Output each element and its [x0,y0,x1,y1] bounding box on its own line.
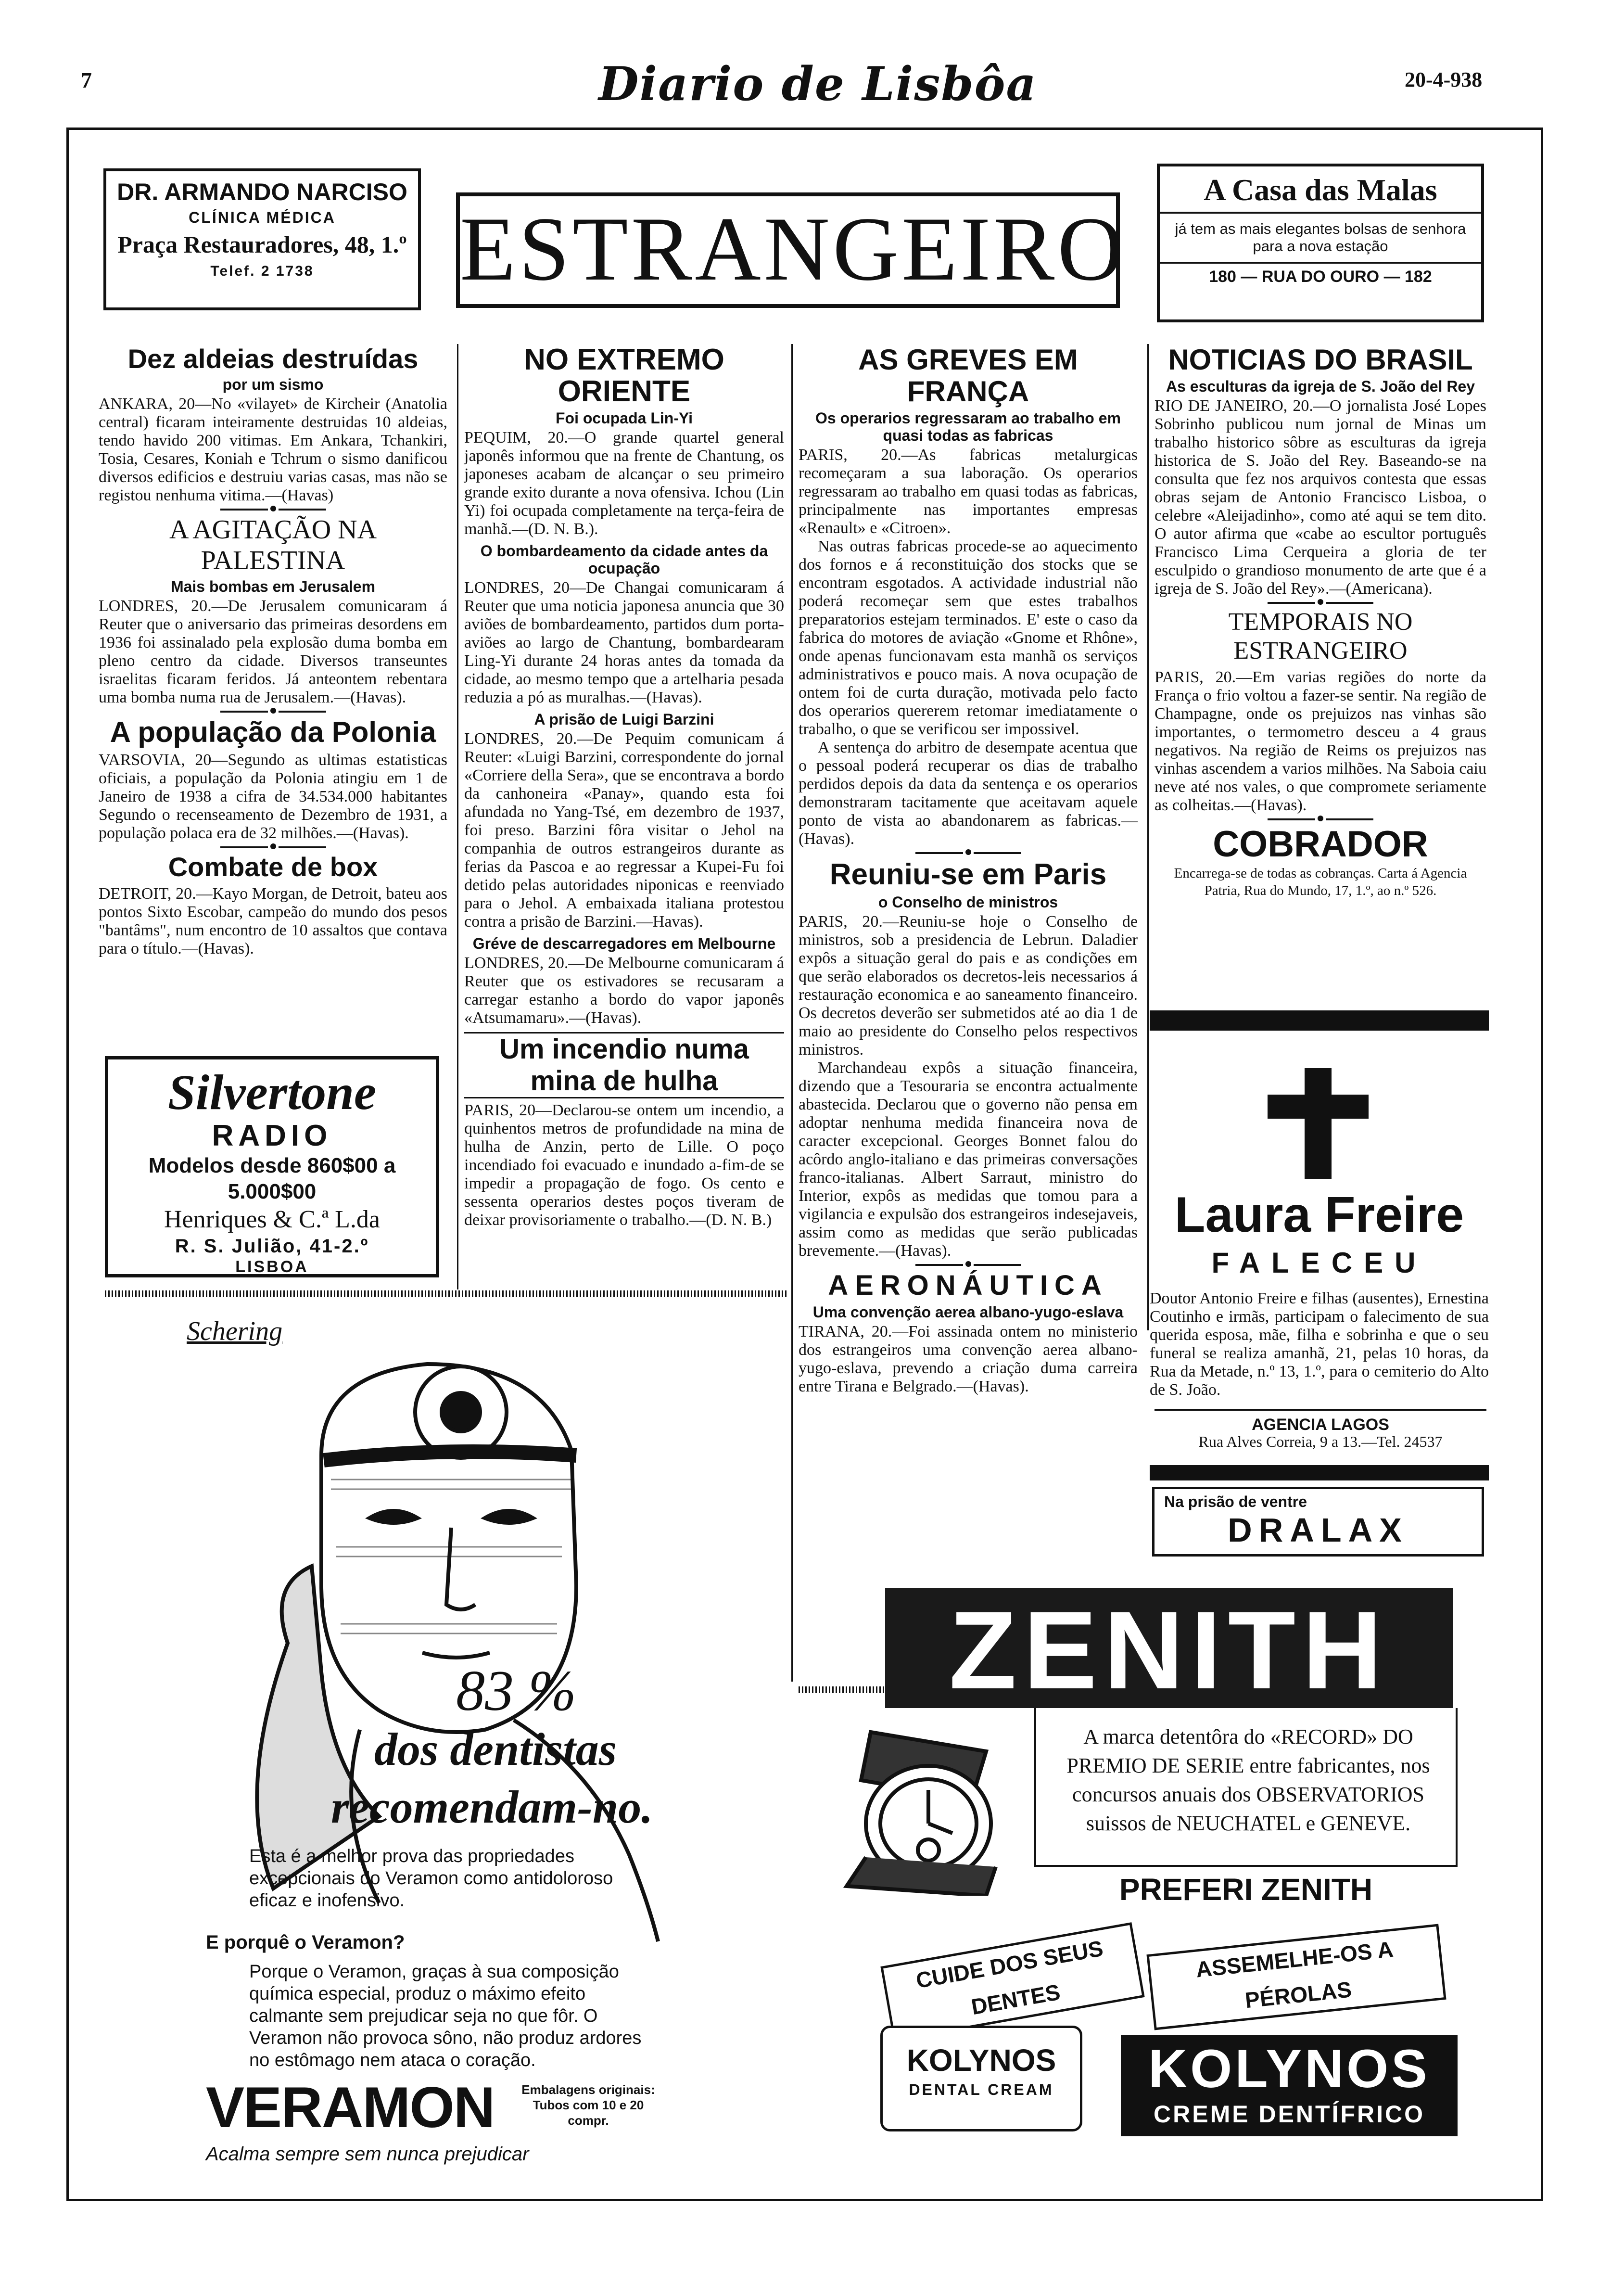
a5-title: Um incendio numa mina de hulha [464,1032,784,1098]
ad-narciso-address: Praça Restauradores, 48, 1.º [117,231,407,258]
a2-body: LONDRES, 20.—De Jerusalem comunicaram á Reuter que o aniversario das primeiras desordens em 1936 foi assinalado pela explosão duma bomba em pleno centro da cidade. Diversos transeuntes israelitas ficaram feridos. Já anteontem rebentara uma bomba numa rua de Jerusalem.—(Havas). [99,597,447,706]
col-rule-1 [457,344,458,1289]
obit-name: Laura Freire [1174,1187,1464,1243]
a4-body: DETROIT, 20.—Kayo Morgan, de Detroit, bateu aos pontos Sixto Escobar, campeão do mundo dos pesos "bantâms", num encontro de 10 assaltos que contava para o título.—(Havas). [99,885,447,957]
a2-title: TEMPORAIS NO ESTRANGEIRO [1228,608,1413,664]
ad-narciso-phone: Telef. 2 1738 [210,263,314,279]
ad-casa-das-malas [1157,164,1484,322]
left-frame [66,128,69,2201]
a1-body-3: A sentença do arbitro de desempate acentua que o pessoal poderá recuperar os dias de trabalho perdidos depois da data da sentença e os operarios demonstraram tacitamente que aceitavam aquele ponto de vista ao abandonarem as fabricas.—(Havas). [799,739,1138,848]
obit-text: Doutor Antonio Freire e filhas (ausentes), Ernestina Coutinho e irmãs, participam o falecimento de sua querida esposa, mãe, filha e sobrinha e que o seu funeral se realiza amanhã, 21, pelas 10 horas, da Rua da Metade, n.º 13, 1.º, para o cemiterio do Alto de S. João. [1150,1289,1489,1399]
silvertone-brand: Silvertone [167,1065,377,1120]
silvertone-models: Modelos desde 860$00 a 5.000$00 [148,1154,396,1203]
ad-malas-title: A Casa das Malas [1160,172,1481,214]
separator [1268,818,1373,820]
page-number: 7 [81,68,92,92]
kolynos-brand: KOLYNOS [1148,2039,1430,2099]
kolynos-tube [880,2026,1082,2131]
right-eye [485,1511,533,1523]
a3-sub: Uma convenção aerea albano-yugo-eslava [812,1303,1124,1321]
a4-sub: Gréve de descarregadores em Melbourne [472,935,776,952]
a2-title: A AGITAÇÃO NA PALESTINA [169,515,377,575]
obit-top-bar [1150,1010,1489,1031]
dralax-tagline: Na prisão de ventre [1164,1493,1307,1510]
watch-icon [827,1713,1029,1896]
a3-title: A população da Polonia [110,716,436,748]
a1-title: NO EXTREMO ORIENTE [524,343,724,408]
separator [1268,602,1373,604]
veramon-para2: Porque o Veramon, graças à sua composição química especial, produz o máximo efeito calmante sem prejudicar seja no que fôr. O Veramon não provoca sôno, não produz ardores no estômago nem ataca o coração. [249,1962,642,2070]
left-eye [369,1511,418,1523]
a2-sub: o Conselho de ministros [878,893,1058,911]
mouth [422,1653,490,1658]
kolynos-tube-brand: KOLYNOS [906,2043,1056,2078]
ad-zenith [808,1578,1491,1915]
kolynos-tube-sub: DENTAL CREAM [909,2081,1054,2098]
veramon-line2: recomendam-no. [331,1781,653,1833]
column-3 [799,344,1138,1396]
a1-sub: Foi ocupada Lin-Yi [555,409,693,427]
silvertone-radio: RADIO [212,1119,332,1152]
a1-body-2: Nas outras fabricas procede-se ao aquecimento dos fornos e á reconstituição dos stocks que se encontram esgotados. A actividade industrial não poderá recomeçar sem que estes trabalhos preparatorios estejam terminados. E' este o caso da fabrica do motores de aviação «Gnome et Rhône», onde apenas funcionavam esta manhã os serviços administrativos e pouco mais. A nova ocupação de ontem foi de curta duração, motivada pelo facto dos operarios quererem retomar imediatamente o trabalho, o que se verificou ser impossivel. [799,537,1138,738]
silvertone-address: R. S. Julião, 41-2.º [175,1236,369,1257]
a1-title: Dez aldeias destruídas [127,344,419,374]
ad-malas-address: 180 — RUA DO OURO — 182 [1160,262,1481,286]
a1-body: PARIS, 20.—As fabricas metalurgicas recomeçaram a sua laboração. Os operarios regressaram ao trabalho em quasi todas as fabricas, principalmente nas importantes empresas «Renault» e «Citroen». [799,446,1138,537]
newspaper-title: Diario de Lisbôa [598,57,1037,111]
a2-sub: Mais bombas em Jerusalem [170,578,376,595]
a1-title: AS GREVES EM FRANÇA [858,344,1078,408]
a3-body: VARSOVIA, 20—Segundo as ultimas estatisticas oficiais, a população da Polonia atingiu em 1 de Janeiro de 1938 a cifra de 34.534.000 habitantes Segundo o recenseamento de Dezembro de 1931, a população polaca era de 32 milhões.—(Havas). [99,751,447,842]
veramon-question: E porquê o Veramon? [206,1932,405,1953]
veramon-brand: VERAMON [206,2075,495,2140]
veramon-line1: dos dentistas [374,1723,617,1775]
col-rule-2 [791,344,793,1682]
veramon-tagline: Acalma sempre sem nunca prejudicar [206,2144,529,2165]
silvertone-company: Henriques & C.ª L.da [164,1206,381,1233]
a1-body: RIO DE JANEIRO, 20.—O jornalista José Lopes Sobrinho publicou num jornal de Minas um trabalho historico sôbre as esculturas da igreja historica de S. João del Rey. Baseando-se na consulta que fez nos arquivos contesta que essas obras sejam de Antonio Francisco Lisboa, o celebre «Aleijadinho», como até aqui se tem dito. O autor afirma que «cabe ao escultor português Francisco Lima Cerqueira a gloria de ter esculpido o grandioso monumento de arte que é a igreja de S. João del Rey».—(Americana). [1155,397,1486,598]
section-title: ESTRANGEIRO [460,199,1127,300]
a4-title: Combate de box [168,852,378,882]
head-band [324,1452,576,1460]
hatch-rule-left [105,1290,788,1297]
schering-brand: Schering [187,1316,283,1346]
ad-narciso-name: DR. ARMANDO NARCISO [117,179,407,205]
kolynos-ribbon-2: ASSEMELHE-OS A PÉROLAS [1146,1924,1446,2030]
silvertone-city: LISBOA [235,1258,309,1276]
a2-title: Reuniu-se em Paris [829,858,1107,891]
obit-faleceu: FALECEU [1211,1247,1427,1279]
ad-narciso-specialty: CLÍNICA MÉDICA [189,209,336,226]
zenith-brand: ZENITH [949,1588,1389,1712]
separator [915,1264,1021,1266]
ad-dr-narciso [103,168,421,310]
agency-name: AGENCIA LAGOS [1155,1409,1486,1434]
veramon-percent: 83 % [456,1659,576,1723]
column-2 [464,344,784,1229]
page-date: 20-4-938 [1405,68,1483,91]
a1-body: PEQUIM, 20.—O grande quartel general japonês informou que na frente de Chantung, os japoneses acabam de alcançar o seu primeiro grande exito durante a nova ofensiva. Ichou (Lin Yi) foi ocupada completamente na terça-feira de manhã.—(D. N. B.). [464,429,784,538]
a3-body: TIRANA, 20.—Foi assinada ontem no ministerio dos estrangeiros uma convenção aerea albano-yugo-eslava, prevendo a criação duma carreira entre Tirana e Belgrado.—(Havas). [799,1323,1138,1395]
separator [220,711,326,713]
kolynos-sub: CREME DENTÍFRICO [1154,2101,1425,2128]
a1-sub: As esculturas da igreja de S. João del Rey [1166,378,1475,395]
a3-sub: A prisão de Luigi Barzini [534,711,714,728]
obituary [1150,1010,1489,1415]
agency-address: Rua Alves Correia, 9 a 13.—Tel. 24537 [1198,1433,1443,1450]
a1-sub: por um sismo [222,376,324,393]
veramon-para1: Esta é a melhor prova das propriedades excepcionais do Veramon como antidoloroso eficaz e inofensivo. [249,1846,613,1911]
a1-sub: Os operarios regressaram ao trabalho em quasi todas as fabricas [815,409,1121,444]
a2-body: PARIS, 20.—Em varias regiões do norte da França o frio voltou a fazer-se sentir. Na região de Champagne, onde os prejuizos nas vinhas são importantes, o termometro desceu a 4 graus negativos. Na região de Reims os prejuizos nas vinhas ascendem a varios milhões. Na Saboia caiu neve até nos vales, o que compromete seriamente as colheitas.—(Havas). [1155,668,1486,814]
a1-body: ANKARA, 20—No «vilayet» de Kircheir (Anatolia central) ficaram inteiramente destruidas 10 aldeias, tendo havido 200 vitimas. Em Ankara, Tchankiri, Tosia, Cesares, Koniah e Tchrum o sismo danificou diversos edificios e destruiu varias casas, mas não se registou nenhuma vitima.—(Havas) [99,395,447,504]
zenith-text: A marca detentôra do «RECORD» DO PREMIO DE SERIE entre fabricantes, nos concursos anuais dos OBSERVATORIOS suissos de NEUCHATEL e GENEVE. [1066,1725,1430,1835]
ad-silvertone [105,1056,439,1277]
ad-dralax [1152,1487,1484,1557]
a2-body: LONDRES, 20—De Changai comunicaram á Reuter que uma noticia japonesa anuncia que 30 aviões de bombardeamento, partidos dum porta-aviões ao largo de Chantung, bombardearam Ling-Yi durante 24 horas antes da tomada da cidade, ao mesmo tempo que a artelharia pesada reduzia a pó as muralhas.—(Havas). [464,579,784,706]
a4-body: LONDRES, 20.—De Melbourne comunicaram á Reuter que os estivadores se recusaram a carregar estanho a bordo do vapor japonês «Atsumamaru».—(Havas). [464,954,784,1027]
separator [220,509,326,510]
dralax-brand: DRALAX [1228,1511,1408,1549]
a5-body: PARIS, 20—Declarou-se ontem um incendio, a quinhentos metros de profundidade na mina de hulha de Anzin, perto de Lille. O poço incendiado foi evacuado e inundado a-fim-de se impedir a propagação de fogo. Os cento e sessenta operarios destes poços tiveram de deixar provisoriamente o trabalho.—(D. N. B.) [464,1101,784,1229]
separator [220,846,326,848]
right-frame [1541,128,1543,2201]
cobrador-title: COBRADOR [1213,824,1428,865]
a2-body-2: Marchandeau expôs a situação financeira, dizendo que a Tesouraria se encontra actualmente abastecida. Declarou que o governo não pensa em adoptar nenhuma medida financeira nova de caracter excepcional. Georges Bonnet falou do acôrdo anglo-italiano e das primeiras conversações franco-italianas. Albert Sarraut, ministro do Interior, expôs as medidas que tomou para a vigilancia e expulsão dos estrangeiros indesejaveis, assim como as medidas que serão publicadas brevemente.—(Havas). [799,1059,1138,1260]
nose [446,1528,475,1609]
ad-kolynos [871,1934,1477,2151]
kolynos-ribbon-1: CUIDE DOS SEUS DENTES [880,1922,1144,2042]
veramon-pack: Embalagens originais: Tubos com 10 e 20 compr. [521,2082,655,2128]
ad-malas-text: já tem as mais elegantes bolsas de senhora para a nova estação [1175,220,1466,255]
zenith-cta: PREFERI ZENITH [1119,1872,1373,1907]
cobrador-text: Encarrega-se de todas as cobranças. Carta á Agencia Patria, Rua do Mundo, 17, 1.º, ao n.º 526. [1174,866,1467,898]
ad-veramon [105,1306,788,2201]
agency-bar [1150,1465,1489,1480]
column-1 [99,344,447,958]
a2-sub: O bombardeamento da cidade antes da ocupação [480,542,768,577]
section-banner [456,192,1127,308]
col-rule-3 [1147,344,1149,1330]
top-rule [66,128,1543,130]
bottom-rule [66,2199,1543,2201]
cross-horizontal [1268,1095,1369,1119]
column-4 [1155,344,1486,899]
a3-body: LONDRES, 20.—De Pequim comunicam á Reuter: «Luigi Barzini, correspondente do jornal «Corriere della Sera», que se encontrava a bordo da canhoneira «Panay», quando esta foi afundada no Yang-Tsé, em dezembro de 1937, foi preso. Barzini fôra visitar o Jehol na companhia de outros estrangeiros durante as ferias da Pascoa e ao regressar a Kupei-Fu foi detido pelas autoridades niponicas e reenviado para o Jehol. A embaixada italiana protestou contra a prisão de Barzini.—Havas). [464,730,784,931]
a2-body: PARIS, 20.—Reuniu-se hoje o Conselho de ministros, sob a presidencia de Lebrun. Daladier expôs a situação geral do pais e as condições em que serão elaborados os decretos-leis necessarios á restauração economica e ao saneamento financeiro. Os decretos deverão ser submetidos até ao dia 1 de maio ao presidente do Conselho pelos respectivos ministros. [799,913,1138,1059]
a3-title: AERONÁUTICA [828,1270,1108,1301]
cross-vertical [1305,1068,1332,1179]
separator [915,852,1021,854]
a1-title: NOTICIAS DO BRASIL [1168,344,1473,376]
hand [257,1566,379,1888]
